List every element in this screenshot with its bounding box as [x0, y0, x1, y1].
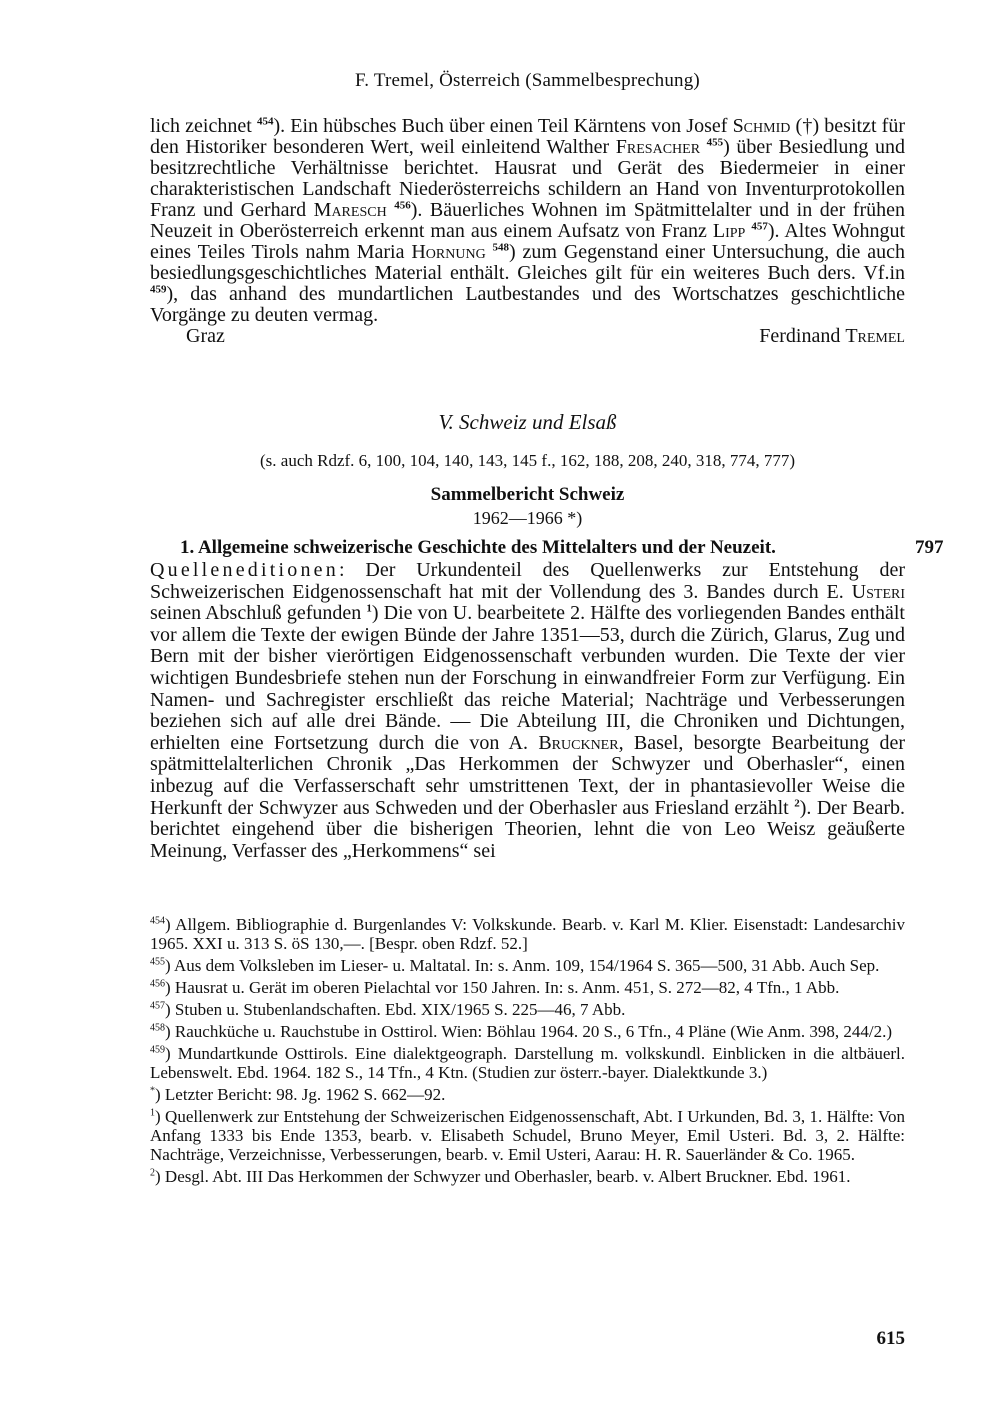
spaced-heading: Quelleneditionen	[150, 559, 339, 581]
footnote: $^{459}$) Mundartkunde Osttirols. Eine dialektgeograph. Darstellung m. volkskundl. Einblicken in die altbäuerl. Lebenswelt. Ebd. 1964. 182 S., 14 Tfn., 4 Ktn. (Studien zur österr.-bayer. Dialektkunde 3.)	[150, 1044, 905, 1082]
margin-number: 797	[915, 537, 944, 558]
footnote: *) Letzter Bericht: 98. Jg. 1962 S. 662—92.	[150, 1085, 446, 1104]
cross-reference-line: (s. auch Rdzf. 6, 100, 104, 140, 143, 145 f., 162, 188, 208, 240, 318, 774, 777)	[260, 451, 795, 470]
author-name: Maresch	[313, 199, 387, 221]
section-title: V. Schweiz und Elsaß	[438, 410, 617, 434]
footnote-ref[interactable]: 457	[751, 220, 768, 233]
author-name: Bruckner	[538, 731, 619, 754]
footnote-ref[interactable]: 1	[366, 602, 372, 615]
footnote-ref[interactable]: 548	[492, 241, 510, 254]
author-name: Fresacher	[615, 136, 701, 158]
page	[150, 0, 944, 1419]
signature-place: Graz	[186, 325, 225, 347]
footnote-ref[interactable]: 459	[150, 283, 167, 296]
austria-paragraph: lich zeichnet $^{454}$). Ein hübsches Buch über einen Teil Kärntens von Josef Schmid (†) besitzt für den Historiker besonderen Wert, weil einleitend Walther Fresacher $^{455}$) über Besiedlung und besitzrechtliche Verhältnisse berichtet. Hausrat und Gerät des Biedermeier in einer charakteristischen Landschaft Niederösterreichs schildern an Hand von Inventurprotokollen Franz und Gerhard Maresch $^{456}$). Bäuerliches Wohnen im Spätmittelalter und in der frühen Neuzeit in Oberösterreich erkennt man aus einem Aufsatz von Franz Lipp $^{457}$). Altes Wohngut eines Teiles Tirols nahm Maria Hornung $^{548}$) zum Gegenstand einer Untersuchung, die auch besiedlungsgeschichtliches Material enthält. Gleiches gilt für ein weiteres Buch ders. Vf.in $^{459}$), das anhand des mundartlichen Lautbestandes und des Wortschatzes geschichtliche Vorgänge zu deuten vermag.	[150, 115, 906, 326]
footnote-ref[interactable]: 454	[256, 115, 274, 128]
footnote: $^{455}$) Aus dem Volksleben im Lieser- u. Maltatal. In: s. Anm. 109, 154/1964 S. 365—500, 31 Abb. Auch Sep.	[150, 956, 880, 975]
report-years: 1962—1966 *)	[472, 508, 583, 528]
author-name: Lipp	[712, 220, 746, 242]
footnote: $^2$) Desgl. Abt. III Das Herkommen der Schwyzer und Oberhasler, bearb. v. Albert Bruckner. Ebd. 1961.	[150, 1167, 851, 1186]
footnote-ref[interactable]: 455	[706, 136, 724, 149]
footnote: $^{458}$) Rauchküche u. Rauchstube in Osttirol. Wien: Böhlau 1964. 20 S., 6 Tfn., 4 Pläne (Wie Anm. 398, 244/2.)	[150, 1022, 893, 1041]
author-name: Schmid	[732, 115, 791, 137]
signature-row	[150, 326, 905, 347]
report-title: Sammelbericht Schweiz	[430, 484, 625, 505]
footnote: $^1$) Quellenwerk zur Entstehung der Schweizerischen Eidgenossenschaft, Abt. I Urkunden, Bd. 3, 1. Hälfte: Von Anfang 1333 bis Ende 1353, bearb. v. Elisabeth Schudel, Bruno Meyer, Emil Usteri. Bd. 3, 2. Hälfte: Nachträge, Verzeichnisse, Verbesserungen, bearb. v. Emil Usteri, Aarau: H. R. Sauerländer & Co. 1965.	[150, 1107, 905, 1164]
footnote: $^{457}$) Stuben u. Stubenlandschaften. Ebd. XIX/1965 S. 225—46, 7 Abb.	[150, 1000, 626, 1019]
subsection-heading: 1. Allgemeine schweizerische Geschichte des Mittelalters und der Neuzeit.	[180, 537, 776, 558]
footnote-ref[interactable]: 2	[794, 796, 800, 809]
footnote: $^{456}$) Hausrat u. Gerät im oberen Pielachtal vor 150 Jahren. In: s. Anm. 451, S. 272—82, 4 Tfn., 1 Abb.	[150, 978, 840, 997]
austria-section-text	[150, 116, 905, 347]
switzerland-section-text: Quelleneditionen: Der Urkundenteil des Quellenwerks zur Entstehung der Schweizerischen Eidgenossenschaft hat mit der Vollendung des 3. Bandes durch E. Usteri seinen Abschluß gefunden $^1$) Die von U. bearbeitete 2. Hälfte des vorliegenden Bandes enthält vor allem die Texte der ewigen Bünde der Jahre 1351—53, durch die Zürich, Glarus, Zug und Bern mit der bisher vierörtigen Eidgenossenschaft verbunden wurden. Die Texte der vier wichtigen Bundesbriefe stehen nun der Forschung in einwandfreier Form zur Verfügung. Ein Namen- und Sachregister erschließt das reiche Material; Nachträge und Verbesserungen beziehen sich auf alle drei Bände. — Die Abteilung III, die Chroniken und Dichtungen, erhielten eine Fortsetzung durch die von A. Bruckner, Basel, besorgte Bearbeitung der spätmittelalterlichen Chronik „Das Herkommen der Schwyzer und Oberhasler“, einen inbezug auf die Verfasserschaft sehr umstrittenen Text, der in phantasievoller Weise die Herkunft der Schwyzer aus Schweden und der Oberhasler aus Friesland erzählt $^2$). Der Bearb. berichtet eingehend über die bisherigen Theorien, lehnt die von Leo Weisz geäußerte Meinung, Verfasser des „Herkommens“ sei	[150, 559, 906, 862]
footnotes	[150, 915, 905, 1189]
running-head: F. Tremel, Österreich (Sammelbesprechung)	[355, 70, 700, 91]
author-name: Hornung	[411, 241, 486, 263]
page-number: 615	[876, 1328, 905, 1349]
footnote: $^{454}$) Allgem. Bibliographie d. Burgenlandes V: Volkskunde. Bearb. v. Karl M. Klier. Eisenstadt: Landesarchiv 1965. XXI u. 313 S. öS 130,—. [Bespr. oben Rdzf. 52.]	[150, 915, 905, 953]
footnote-ref[interactable]: 456	[394, 199, 411, 212]
author-name: Usteri	[851, 580, 905, 603]
signature-author: Ferdinand Tremel	[759, 325, 905, 347]
